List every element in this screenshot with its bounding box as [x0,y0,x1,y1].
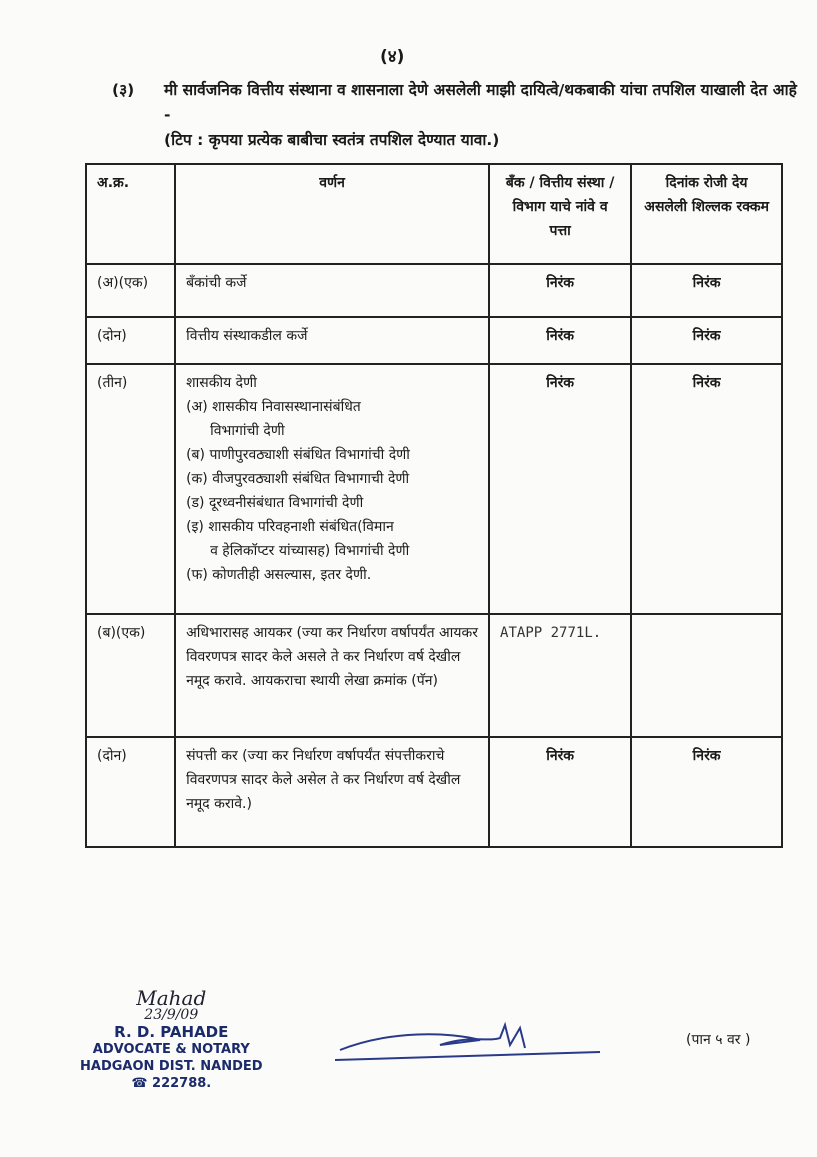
row-amount: निरंक [631,364,782,614]
notary-phone: ☎ 222788. [131,1076,212,1091]
table-row [86,317,782,364]
header-bank: बॅंक / वित्तीय संस्था / विभाग याचे नांवे व पत्ता [489,164,631,264]
pan-number: ATAPP 2771L. [489,614,631,737]
row-bank: निरंक [489,317,631,364]
table-row [86,264,782,317]
section-note: (टिप : कृपया प्रत्येक बाबीचा स्वतंत्र तपशिल देण्यात यावा.) [164,131,500,149]
row-amount [631,614,782,737]
row-desc: अधिभारासह आयकर (ज्या कर निर्धारण वर्षापर्यंत आयकर विवरणपत्र सादर केले असले ते कर निर्धारण वर्ष देखील नमूद करावे. आयकराचा स्थायी लेखा क्रमांक (पॅन) [175,614,489,737]
row-desc-title: शासकीय देणी [186,375,257,391]
row-desc: वित्तीय संस्थाकडील कर्जे [175,317,489,364]
row-bank: निरंक [489,364,631,614]
row-no: (अ)(एक) [86,264,175,317]
table-row [86,364,782,614]
notary-title: ADVOCATE & NOTARY [92,1042,250,1057]
sub-item: (ब) पाणीपुरवठ्याशी संबंधित विभागांची देणी [186,447,410,463]
sub-item: विभागांची देणी [210,423,285,439]
row-no: (दोन) [86,737,175,847]
table-row [86,737,782,847]
liabilities-table [85,163,783,848]
row-no: (दोन) [86,317,175,364]
page-number: (४) [380,47,405,67]
notary-date: 23/9/09 [144,1007,199,1023]
row-desc: बॅंकांची कर्जे [175,264,489,317]
row-amount: निरंक [631,737,782,847]
section-number: (३) [112,81,135,99]
sub-item: (इ) शासकीय परिवहनाशी संबंधित(विमान [186,519,394,535]
row-amount: निरंक [631,264,782,317]
sub-item: (ड) दूरध्वनीसंबंधात विभागांची देणी [186,495,364,511]
header-no: अ.क्र. [86,164,175,264]
notary-block [80,986,263,1092]
row-bank: निरंक [489,737,631,847]
sub-item: व हेलिकॉप्टर यांच्यासह) विभागांची देणी [210,543,410,559]
row-desc: संपत्ती कर (ज्या कर निर्धारण वर्षापर्यंत संपत्तीकराचे विवरणपत्र सादर केले असेल ते कर निर्धारण वर्ष देखील नमूद करावे.) [175,737,489,847]
deponent-signature [330,1020,610,1070]
notary-signature: Mahad [136,986,207,1010]
notary-place: HADGAON DIST. NANDED [80,1059,263,1074]
row-no: (ब)(एक) [86,614,175,737]
sub-item: (क) वीजपुरवठ्याशी संबंधित विभागाची देणी [186,471,410,487]
row-bank: निरंक [489,264,631,317]
header-desc: वर्णन [175,164,489,264]
row-no: (तीन) [86,364,175,614]
notary-name: R. D. PAHADE [114,1023,229,1041]
header-amount: दिनांक रोजी देय असलेली शिल्लक रक्कम [631,164,782,264]
row-desc [175,364,489,614]
table-row [86,614,782,737]
continued-note: (पान ५ वर ) [686,1032,751,1048]
header-row [86,164,782,264]
sub-item: (फ) कोणतीही असल्यास, इतर देणी. [186,567,372,583]
sub-item: (अ) शासकीय निवासस्थानासंबंधित [186,399,361,415]
section-text: मी सार्वजनिक वित्तीय संस्थाना व शासनाला देणे असलेली माझी दायित्वे/थकबाकी यांचा तपशिल याखाली देत आहे - [164,81,797,124]
row-amount: निरंक [631,317,782,364]
